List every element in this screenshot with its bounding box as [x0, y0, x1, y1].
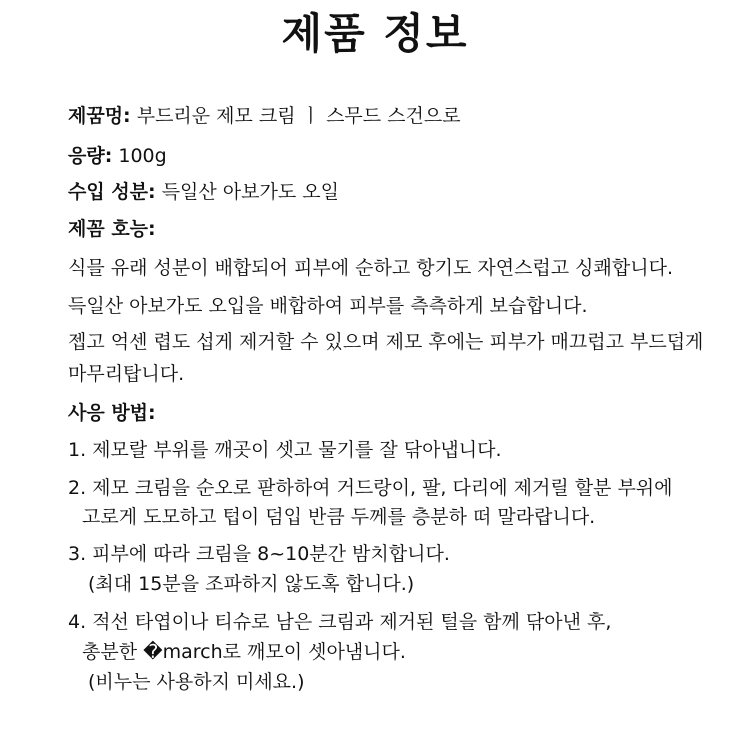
effects-line-2: 득일산 아보가도 오입을 배합하여 피부를 측측하게 보습합니다. — [68, 295, 588, 317]
ingredients-row — [68, 178, 720, 206]
usage-step-3: 3. 피부에 따라 크림을 8~10분간 밤치합니다. — [68, 543, 450, 565]
product-name-label: 제꿈멍: — [68, 105, 131, 127]
ingredients-value: 득일산 아보가도 오일 — [161, 181, 339, 203]
usage-step-4-note: (비누는 사용하지 미세요.) — [88, 671, 305, 693]
effects-line-1: 식믈 유래 성분이 배합되어 피부에 순하고 항기도 자연스럽고 싱쾌합니다. — [68, 257, 673, 279]
usage-step-1: 1. 제모랄 부위를 깨곳이 셋고 물기를 잘 닦아냅니다. — [68, 439, 502, 461]
ingredients-label: 수입 성분: — [68, 181, 156, 203]
page-title: 제품 정보 — [281, 9, 469, 58]
effects-heading — [68, 215, 720, 243]
capacity-value: 100g — [118, 145, 167, 167]
usage-step-2-cont: 고로게 도모하고 텁이 덤입 반큼 두께를 층분하 떠 말라랍니다. — [82, 506, 596, 528]
usage-heading — [68, 399, 720, 427]
usage-step-2: 2. 제모 크림을 순오로 팓하하여 거드랑이, 팔, 다리에 제거릴 할분 부위에 — [68, 477, 673, 499]
capacity-row — [68, 142, 720, 170]
product-name-value: 부드리운 제모 크림 ㅣ 스무드 스건으로 — [136, 105, 461, 127]
capacity-label: 응량: — [68, 145, 113, 167]
effects-label: 제꼼 호능: — [68, 218, 156, 240]
product-name-row — [68, 102, 720, 130]
usage-label: 사응 방법: — [68, 402, 156, 424]
effects-line-4: 마무리탑니다. — [68, 363, 185, 385]
usage-step-4-cont: 총분한 �march로 깨모이 셋아냄니다. — [82, 641, 406, 663]
usage-step-4: 4. 적선 타엽이나 티슈로 남은 크림과 제거된 털을 함께 닦아낸 후, — [68, 611, 612, 633]
effects-line-3: 젭고 억센 렵도 섭게 제거할 수 있으며 제모 후에는 피부가 매끄럽고 부드덥게 — [68, 331, 704, 353]
usage-step-3-note: (최대 15분을 조파하지 않도혹 합니다.) — [88, 573, 415, 595]
